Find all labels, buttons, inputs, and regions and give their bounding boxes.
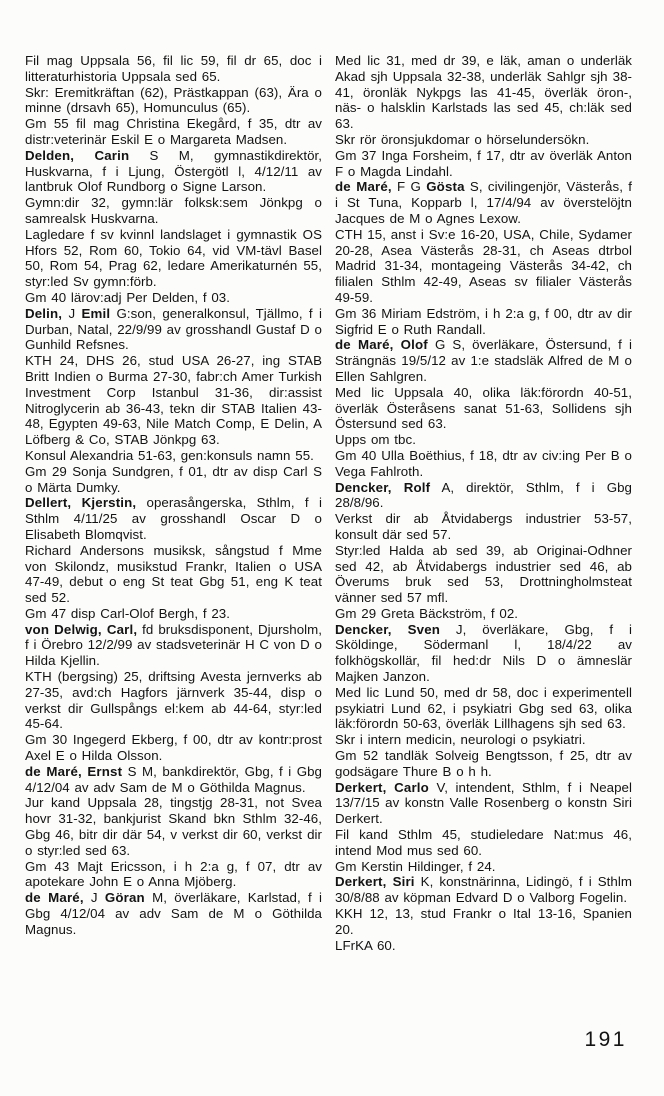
entry-text: LFrKA 60. [335, 937, 396, 953]
entry-text: Skr: Eremitkräftan (62), Prästkappan (63), Ära o minne (drsavh 65), Homunculus (65). [25, 84, 322, 116]
entry-text: Fil mag Uppsala 56, fil lic 59, fil dr 65, doc i litteraturhistoria Uppsala sed 65. [25, 53, 322, 84]
entry-name: Dencker, Sven [335, 621, 441, 637]
entry-text: Gm 29 Sonja Sundgren, f 01, dtr av disp Carl S o Märta Dumky. [25, 463, 322, 495]
entry-text: Med lic 31, med dr 39, e läk, aman o underläk Akad sjh Uppsala 32-38, underläk Sahlgr sjh 38-41, öronläk Nykpgs las 41-45, överläk öron-, näs- o halsklin Karlstads las sed 45, ch:läk sed 63. [335, 53, 632, 132]
entry-paragraph [25, 669, 322, 732]
entry-paragraph [335, 938, 632, 954]
text-columns [25, 53, 632, 953]
entry-name: Emil [81, 305, 111, 321]
entry-paragraph [335, 827, 632, 859]
entry-paragraph [25, 448, 322, 464]
entry-paragraph [25, 195, 322, 227]
entry-name: Dellert, Kjerstin, [25, 495, 137, 511]
entry-paragraph [25, 764, 322, 796]
entry-text: Skr rör öronsjukdomar o hörselundersökn. [335, 131, 590, 147]
entry-text: Jur kand Uppsala 28, tingstjg 28-31, not Svea hovr 31-32, bankjurist Skand bkn Sthlm 32-46, Gbg 46, bitr dir där 54, v verkst dir 60, verkst dir o styr:led sed 63. [25, 795, 322, 858]
entry-text: Gm 40 lärov:adj Per Delden, f 03. [25, 289, 230, 305]
entry-paragraph [25, 622, 322, 669]
entry-paragraph [335, 543, 632, 606]
entry-paragraph [335, 511, 632, 543]
entry-paragraph [335, 685, 632, 732]
entry-text: Med lic Uppsala 40, olika läk:förordn 40-51, överläk Österåsens sanat 51-63, Sollidens sjh Östersund sed 63. [335, 384, 632, 432]
text-column-left [25, 53, 322, 953]
text-column-right [335, 53, 632, 953]
entry-paragraph [25, 495, 322, 542]
entry-text: Konsul Alexandria 51-63, gen:konsuls namn 55. [25, 447, 314, 463]
entry-name: Delden, Carin [25, 147, 130, 163]
entry-paragraph [25, 543, 322, 606]
entry-text: K, konstnärinna, Lidingö, f i Sthlm 30/8/88 av köpman Edvard D o Valborg Fogelin. [335, 874, 632, 906]
entry-name: Derkert, Carlo [335, 779, 429, 795]
page-number: 191 [584, 1028, 627, 1051]
entry-text: S M, gymnastikdirektör, Huskvarna, f i Ljung, Östergötl l, 4/12/11 av lantbruk Olof Rundborg o Signe Larson. [25, 147, 322, 195]
entry-paragraph [335, 606, 632, 622]
entry-paragraph [25, 290, 322, 306]
entry-text: S M, bankdirektör, Gbg, f i Gbg 4/12/04 av adv Sam de M o Göthilda Magnus. [25, 763, 323, 795]
entry-text: Upps om tbc. [335, 432, 416, 448]
entry-text: KTH 24, DHS 26, stud USA 26-27, ing STAB Britt Indien o Burma 27-30, fabr:ch Amer Turkish Investment Corp Istanbul 31-36, dir:assist Nitroglycerin ab 36-43, tekn dir STAB Italien 43-48, Egypten 49-63, Nile Match Comp, E Delin, A Löfberg & Co, STAB Jönkpg 63. [25, 353, 322, 448]
entry-paragraph [335, 859, 632, 875]
entry-text: Med lic Lund 50, med dr 58, doc i experimentell psykiatri Lund 62, i psykiatri Gbg sed 63, olika läk:förordn 50-63, överläk Lillhagens sjh sed 63. [335, 684, 632, 732]
entry-name: Göran [104, 890, 145, 906]
entry-paragraph [335, 432, 632, 448]
entry-name: de Maré, Ernst [25, 763, 123, 779]
entry-text: Gm 47 disp Carl-Olof Bergh, f 23. [25, 605, 230, 621]
entry-text: Fil kand Sthlm 45, studieledare Nat:mus 46, intend Mod mus sed 60. [335, 827, 632, 858]
entry-paragraph [335, 748, 632, 780]
entry-paragraph [25, 85, 322, 117]
entry-paragraph [335, 874, 632, 906]
entry-paragraph [335, 385, 632, 432]
entry-paragraph [335, 227, 632, 306]
entry-text: V, intendent, Sthlm, f i Neapel 13/7/15 av konstn Valle Rosenberg o konstn Siri Derkert. [335, 779, 633, 827]
entry-text: G S, överläkare, Östersund, f i Strängnäs 19/5/12 av 1:e stadsläk Alfred de M o Ellen Sahlgren. [335, 337, 632, 384]
entry-paragraph [25, 353, 322, 448]
entry-text: M, överläkare, Karlstad, f i Gbg 4/12/04 av adv Sam de M o Göthilda Magnus. [25, 890, 323, 937]
entry-text: Gm 37 Inga Forsheim, f 17, dtr av överläk Anton F o Magda Lindahl. [335, 147, 632, 179]
entry-text: Gm 52 tandläk Solveig Bengtsson, f 25, dtr av godsägare Thure B o h h. [335, 748, 632, 779]
entry-name: Gösta [426, 179, 465, 195]
entry-paragraph [25, 148, 322, 195]
entry-name: Derkert, Siri [335, 874, 415, 890]
entry-paragraph [335, 448, 632, 480]
entry-text: F G [391, 179, 427, 195]
entry-name: de Maré, [25, 890, 84, 906]
entry-text: Lagledare f sv kvinnl landslaget i gymnastik OS Hfors 52, Rom 60, Tokio 64, vid VM-tävl Basel 50, Rom 54, Prag 62, ledare Amerikaturnén 55, styr:led Sv gymn:förb. [25, 226, 322, 290]
entry-paragraph [25, 306, 322, 353]
entry-text: Verkst dir ab Åtvidabergs industrier 53-57, konsult där sed 57. [335, 511, 632, 542]
entry-paragraph [25, 890, 322, 937]
entry-text: Skr i intern medicin, neurologi o psykiatri. [335, 732, 586, 748]
entry-text: operasångerska, Sthlm, f i Sthlm 4/11/25 av grosshandl Oscar D o Elisabeth Blomqvist. [25, 495, 322, 542]
entry-text: Gm 36 Miriam Edström, i h 2:a g, f 00, dtr av dir Sigfrid E o Ruth Randall. [335, 305, 632, 337]
entry-paragraph [335, 906, 632, 938]
entry-paragraph [25, 116, 322, 148]
entry-text: CTH 15, anst i Sv:e 16-20, USA, Chile, Sydamer 20-28, Asea Västerås 28-31, ch Aseas dtrbol Madrid 31-34, montageing Västerås 34-42, ch filialen Sthlm 42-49, Aseas sv filialer Västerås 49-59. [335, 226, 632, 305]
entry-paragraph [25, 795, 322, 858]
entry-text: Styr:led Halda ab sed 39, ab Originai-Odhner sed 42, ab Åtvidabergs industrier sed 46, ab Överums bruk sed 53, Drottningholmsteat vänner sed 57 mfl. [335, 542, 632, 606]
entry-name: Dencker, Rolf [335, 479, 431, 495]
entry-text: G:son, generalkonsul, Tjällmo, f i Durban, Natal, 22/9/99 av grosshandl Gustaf D o Gunhild Refsnes. [25, 305, 323, 353]
entry-text: J [62, 305, 82, 321]
entry-text: A, direktör, Sthlm, f i Gbg 28/8/96. [335, 479, 632, 511]
entry-text: Gm 40 Ulla Boëthius, f 18, dtr av civ:ing Per B o Vega Fahlroth. [335, 447, 632, 479]
entry-paragraph [335, 780, 632, 827]
entry-paragraph [25, 732, 322, 764]
entry-text: J [83, 890, 105, 906]
entry-text: KTH (bergsing) 25, driftsing Avesta jernverks ab 27-35, avd:ch Hagfors järnverk 35-44, disp o verkst dir Gullspångs el:kem ab 44-64, styr:led 45-64. [25, 669, 322, 732]
entry-paragraph [335, 337, 632, 384]
entry-paragraph [25, 464, 322, 496]
entry-name: Delin, [25, 305, 63, 321]
entry-text: S, civilingenjör, Västerås, f i St Tuna, Kopparb l, 17/4/94 av överstelöjtn Jacques de M o Agnes Lexow. [335, 179, 632, 226]
entry-text: Gm 30 Ingegerd Ekberg, f 00, dtr av kontr:prost Axel E o Hilda Olsson. [25, 732, 322, 764]
entry-paragraph [335, 622, 632, 685]
entry-name: de Maré, Olof [335, 337, 428, 353]
entry-paragraph [25, 606, 322, 622]
entry-text: Richard Andersons musiksk, sångstud f Mme von Skilondz, musikstud Frankr, Italien o USA 47-49, debut o eng St teat Gbg 51, eng K teat sed 52. [25, 542, 322, 606]
entry-paragraph [335, 148, 632, 180]
entry-text: Gm Kerstin Hildinger, f 24. [335, 858, 496, 874]
entry-paragraph [335, 306, 632, 338]
entry-text: Gymn:dir 32, gymn:lär folksk:sem Jönkpg o samrealsk Huskvarna. [25, 195, 322, 226]
entry-text: fd bruksdisponent, Djursholm, f i Örebro 12/2/99 av stadsveterinär H C von D o Hilda Kjellin. [25, 621, 323, 669]
entry-text: KKH 12, 13, stud Frankr o Ital 13-16, Spanien 20. [335, 906, 632, 937]
entry-paragraph [25, 859, 322, 891]
entry-paragraph [335, 179, 632, 226]
entry-text: Gm 55 fil mag Christina Ekegård, f 35, dtr av distr:veterinär Eskil E o Margareta Madsen. [25, 116, 322, 147]
entry-paragraph [25, 53, 322, 85]
entry-paragraph [335, 53, 632, 132]
entry-paragraph [335, 732, 632, 748]
entry-paragraph [335, 480, 632, 512]
entry-text: Gm 43 Majt Ericsson, i h 2:a g, f 07, dtr av apotekare John E o Anna Mjöberg. [25, 858, 322, 890]
entry-name: de Maré, [335, 179, 392, 195]
entry-text: J, överläkare, Gbg, f i Sköldinge, Södermanl l, 18/4/22 av folkhögskollär, fil hed:dr Nils D o ämneslär Majken Janzon. [335, 621, 632, 685]
entry-paragraph [25, 227, 322, 290]
entry-paragraph [335, 132, 632, 148]
entry-text: Gm 29 Greta Bäckström, f 02. [335, 605, 519, 621]
entry-name: von Delwig, Carl, [25, 621, 138, 637]
